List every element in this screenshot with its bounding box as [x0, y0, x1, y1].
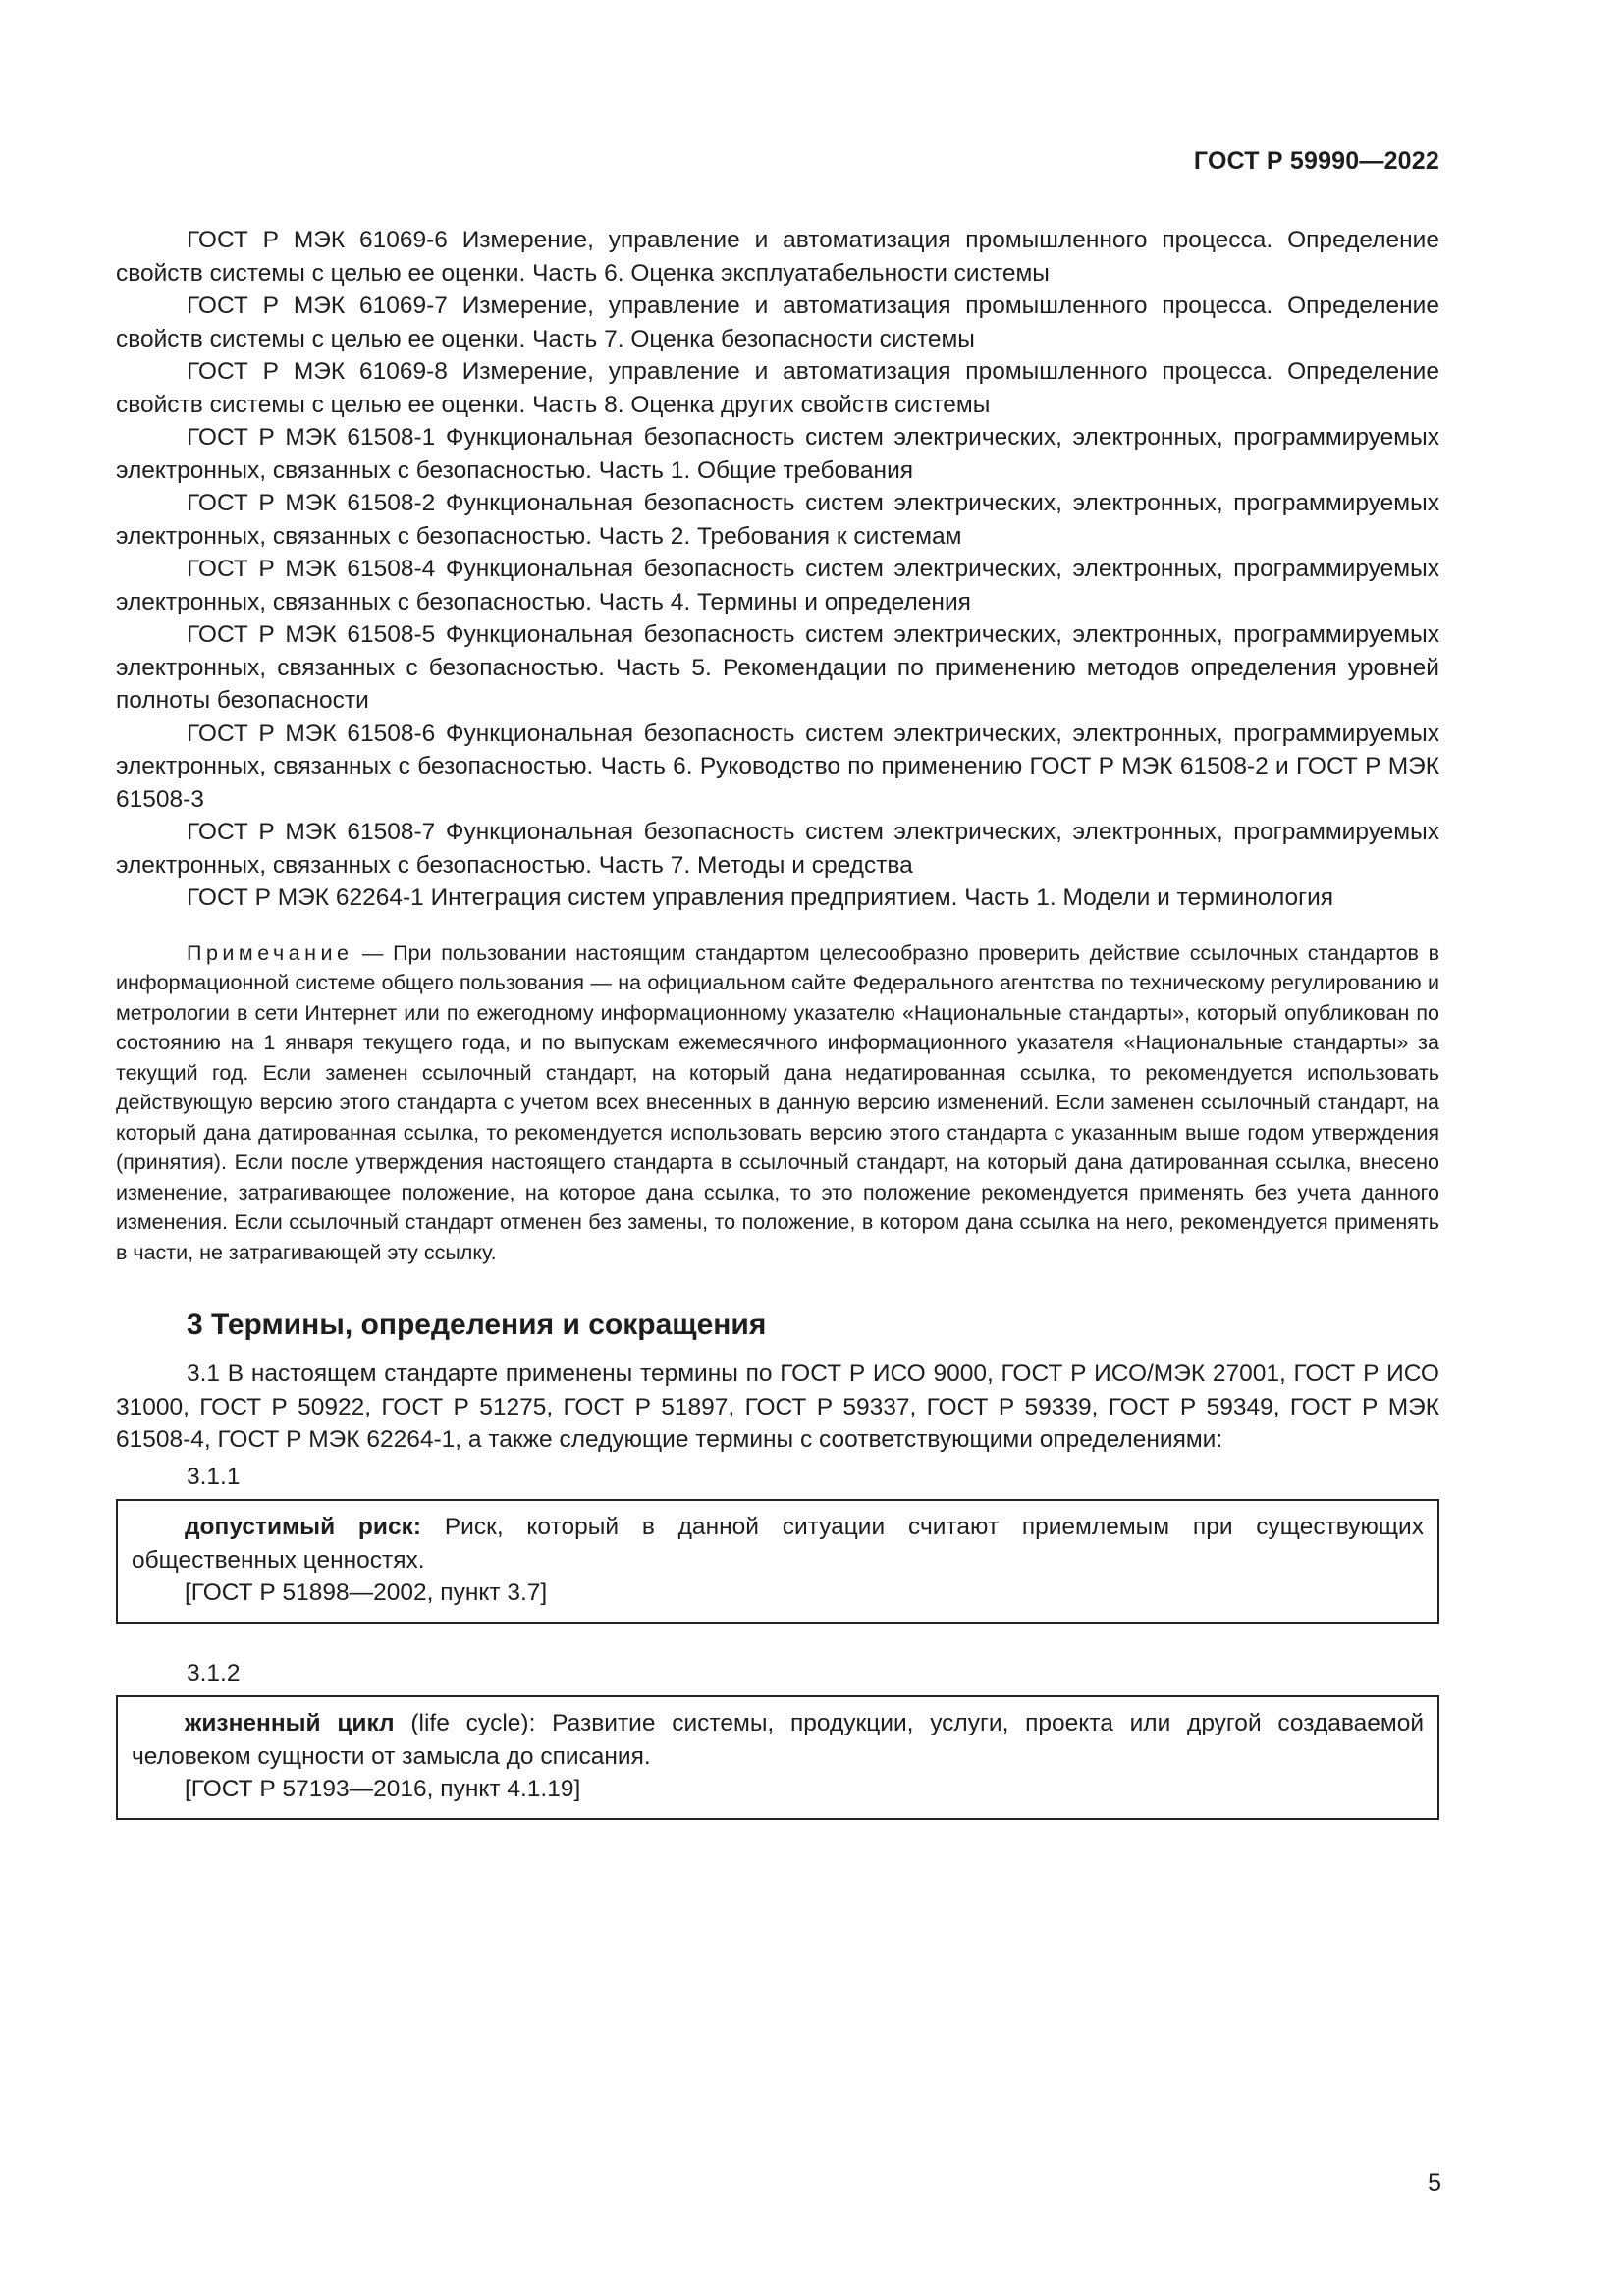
reference-item: ГОСТ Р МЭК 61508-1 Функциональная безопасность систем электрических, электронных, программируемых электронных, связанных с безопасностью. Часть 1. Общие требования: [116, 424, 1439, 484]
section-title: 3 Термины, определения и сокращения: [187, 1308, 767, 1341]
section-intro-paragraph: 3.1 В настоящем стандарте применены термины по ГОСТ Р ИСО 9000, ГОСТ Р ИСО/МЭК 27001, ГОСТ Р ИСО 31000, ГОСТ Р 50922, ГОСТ Р 51275, ГОСТ Р 51897, ГОСТ Р 59337, ГОСТ Р 59339, ГОСТ Р 59349, ГОСТ Р МЭК 61508-4, ГОСТ Р МЭК 62264-1, а также следующие термины с соответствующими определениями:: [116, 1361, 1439, 1453]
document-code-header: ГОСТ Р 59990—2022: [1193, 147, 1439, 175]
reference-item: ГОСТ Р МЭК 61508-2 Функциональная безопасность систем электрических, электронных, программируемых электронных, связанных с безопасностью. Часть 2. Требования к системам: [116, 490, 1439, 550]
reference-item: ГОСТ Р МЭК 61508-6 Функциональная безопасность систем электрических, электронных, программируемых электронных, связанных с безопасностью. Часть 6. Руководство по применению ГОСТ Р МЭК 61508-2 и ГОСТ Р МЭК 61508-3: [116, 720, 1439, 813]
page-number: 5: [1428, 2169, 1441, 2197]
term-definition-text: (life cycle): Развитие системы, продукции, услуги, проекта или другой создаваемой человеком сущности от замысла до списания.: [132, 1710, 1425, 1770]
reference-item: ГОСТ Р МЭК 61508-7 Функциональная безопасность систем электрических, электронных, программируемых электронных, связанных с безопасностью. Часть 7. Методы и средства: [116, 819, 1439, 879]
reference-item: ГОСТ Р МЭК 61508-4 Функциональная безопасность систем электрических, электронных, программируемых электронных, связанных с безопасностью. Часть 4. Термины и определения: [116, 556, 1439, 615]
reference-item: ГОСТ Р МЭК 61069-8 Измерение, управление и автоматизация промышленного процесса. Определение свойств системы с целью ее оценки. Часть 8. Оценка других свойств системы: [116, 358, 1439, 418]
spacer: [116, 1624, 1439, 1653]
reference-item: ГОСТ Р МЭК 62264-1 Интеграция систем управления предприятием. Часть 1. Модели и терминология: [187, 884, 1334, 911]
term-box: [116, 1499, 1439, 1624]
term-definition: [132, 1511, 1424, 1576]
reference-item: ГОСТ Р МЭК 61069-6 Измерение, управление и автоматизация промышленного процесса. Определение свойств системы с целью ее оценки. Часть 6. Оценка эксплуатабельности системы: [116, 227, 1439, 287]
reference-item: ГОСТ Р МЭК 61069-7 Измерение, управление и автоматизация промышленного процесса. Определение свойств системы с целью ее оценки. Часть 7. Оценка безопасности системы: [116, 293, 1439, 352]
main-content: [116, 224, 1439, 1820]
normative-references-list: [116, 224, 1439, 915]
term-name: жизненный цикл: [185, 1710, 395, 1736]
term-box: [116, 1695, 1439, 1820]
note-text: — При пользовании настоящим стандартом целесообразно проверить действие ссылочных стандартов в информационной системе общего пользования — на официальном сайте Федерального агентства по техническому регулированию и метрологии в сети Интернет или по ежегодному информационному указателю «Национальные стандарты», который опубликован по состоянию на 1 января текущего года, и по выпускам ежемесячного информационного указателя «Национальные стандарты» за текущий год. Если заменен ссылочный стандарт, на который дана недатированная ссылка, то рекомендуется использовать действующую версию этого стандарта с учетом всех внесенных в данную версию изменений. Если заменен ссылочный стандарт, на который дана датированная ссылка, то рекомендуется использовать версию этого стандарта с указанным выше годом утверждения (принятия). Если после утверждения настоящего стандарта в ссылочный стандарт, на который дана датированная ссылка, внесено изменение, затрагивающее положение, на которое дана ссылка, то это положение рекомендуется применять без учета данного изменения. Если ссылочный стандарт отменен без замены, то положение, в котором дана ссылка на него, рекомендуется применять в части, не затрагивающей эту ссылку.: [116, 940, 1439, 1264]
term-definition-text: Риск, который в данной ситуации считают приемлемым при существующих общественных ценностях.: [132, 1514, 1424, 1574]
term-source: [ГОСТ Р 51898—2002, пункт 3.7]: [185, 1579, 548, 1606]
term-name: допустимый риск:: [185, 1514, 422, 1540]
term-number: 3.1.1: [187, 1463, 241, 1490]
reference-item: ГОСТ Р МЭК 61508-5 Функциональная безопасность систем электрических, электронных, программируемых электронных, связанных с безопасностью. Часть 5. Рекомендации по применению методов определения уровней полноты безопасности: [116, 621, 1439, 714]
note-block: [116, 938, 1439, 1268]
term-number: 3.1.2: [187, 1659, 241, 1686]
term-source: [ГОСТ Р 57193—2016, пункт 4.1.19]: [185, 1776, 581, 1802]
term-definition: [132, 1707, 1424, 1773]
note-label: Примечание: [187, 940, 353, 965]
